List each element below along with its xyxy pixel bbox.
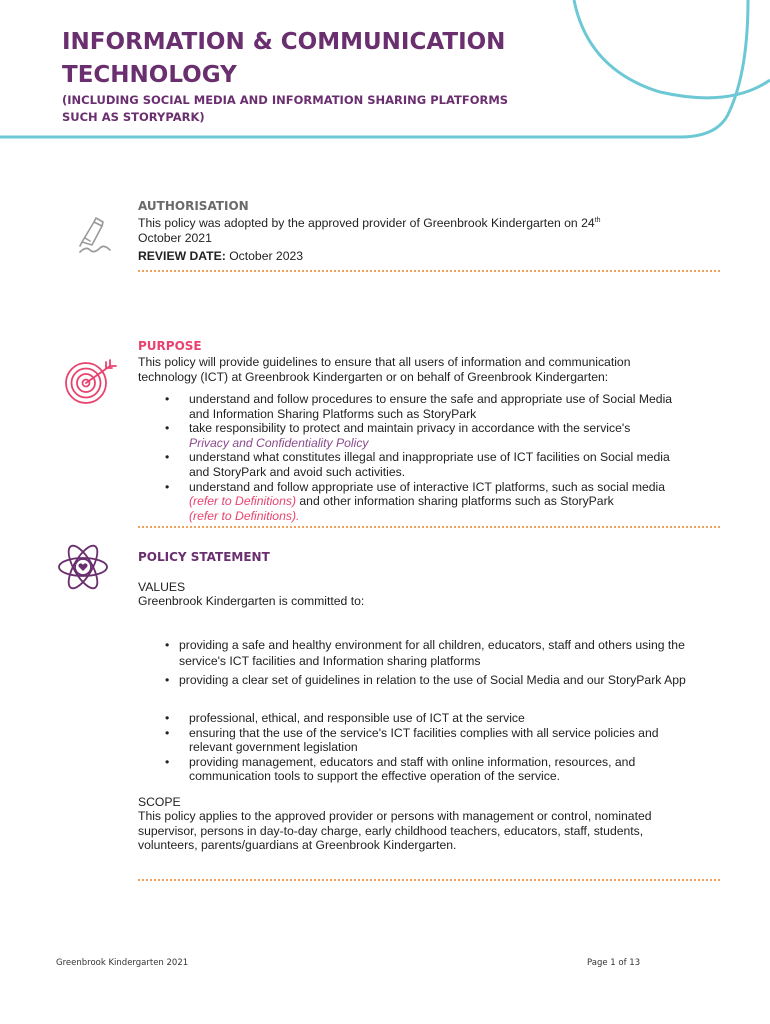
list-item bbox=[138, 638, 728, 670]
values-item-5: providing management, educators and staff with online information, resources, and communication tools to support the effective operation of the service. bbox=[189, 754, 636, 784]
title-line-2: TECHNOLOGY bbox=[62, 62, 237, 88]
privacy-policy-link[interactable]: Privacy and Confidentiality Policy bbox=[189, 435, 369, 450]
values-item-3: professional, ethical, and responsible use of ICT at the service bbox=[189, 711, 525, 725]
values-item-4: ensuring that the use of the service's ICT facilities complies with all service policies and relevant government legislation bbox=[189, 725, 659, 755]
list-item bbox=[138, 673, 728, 689]
list-item bbox=[138, 480, 678, 524]
values-intro: Greenbrook Kindergarten is committed to: bbox=[138, 594, 365, 608]
section-divider bbox=[138, 526, 720, 528]
authorisation-heading: AUTHORISATION bbox=[138, 199, 249, 213]
page-subtitle bbox=[62, 92, 562, 126]
list-item bbox=[138, 450, 678, 479]
review-date-label: REVIEW DATE: bbox=[138, 249, 226, 263]
definitions-link[interactable]: (refer to Definitions) bbox=[189, 494, 297, 509]
subtitle-line-2: SUCH AS STORYPARK) bbox=[62, 110, 205, 124]
section-divider bbox=[138, 879, 720, 881]
purpose-list bbox=[138, 392, 678, 523]
list-item bbox=[138, 421, 678, 450]
values-list-secondary bbox=[138, 711, 678, 784]
list-item bbox=[138, 392, 678, 421]
review-date-value: October 2023 bbox=[229, 249, 304, 263]
values-item-2: providing a clear set of guidelines in relation to the use of Social Media and our StoryPark App bbox=[179, 672, 686, 687]
purpose-heading: PURPOSE bbox=[138, 339, 202, 353]
purpose-item-4b: and other information sharing platforms such as StoryPark bbox=[299, 494, 614, 509]
target-icon bbox=[62, 358, 118, 408]
values-list-primary bbox=[138, 638, 728, 691]
definitions-link-2[interactable]: (refer to Definitions). bbox=[189, 508, 300, 523]
purpose-item-2: take responsibility to protect and maintain privacy in accordance with the service's bbox=[189, 421, 631, 436]
page-title bbox=[62, 26, 562, 92]
authorisation-date: October 2021 bbox=[138, 230, 212, 245]
title-line-1: INFORMATION & COMMUNICATION bbox=[62, 29, 506, 55]
values-label: VALUES bbox=[138, 580, 186, 594]
values-item-1: providing a safe and healthy environment for all children, educators, staff and others using the service's ICT facilities and Information sharing platforms bbox=[179, 638, 685, 668]
footer-page-number: Page 1 of 13 bbox=[587, 958, 641, 968]
list-item bbox=[138, 726, 678, 755]
list-item bbox=[138, 711, 678, 726]
review-date bbox=[138, 249, 303, 264]
atom-heart-icon bbox=[56, 540, 110, 594]
scope-label: SCOPE bbox=[138, 795, 181, 809]
purpose-intro: This policy will provide guidelines to ensure that all users of information and communication technology (ICT) at Greenbrook Kindergarten or on behalf of Greenbrook Kindergarten: bbox=[138, 355, 631, 384]
list-item bbox=[138, 755, 678, 784]
subtitle-line-1: (INCLUDING SOCIAL MEDIA AND INFORMATION SHARING PLATFORMS bbox=[62, 93, 509, 107]
purpose-item-4a: understand and follow appropriate use of interactive ICT platforms, such as social media bbox=[189, 479, 666, 494]
scope-text: This policy applies to the approved provider or persons with management or control, nominated supervisor, persons in day-to-day charge, early childhood teachers, educators, staff, students, volunteers, parents/guardians at Greenbrook Kindergarten. bbox=[138, 809, 652, 853]
footer-organisation: Greenbrook Kindergarten 2021 bbox=[56, 958, 189, 968]
section-divider bbox=[138, 270, 720, 272]
authorisation-superscript: th bbox=[594, 217, 601, 224]
purpose-item-3: understand what constitutes illegal and inappropriate use of ICT facilities on Social media and StoryPark and avoid such activities. bbox=[189, 450, 670, 479]
authorisation-text-main: This policy was adopted by the approved provider of Greenbrook Kindergarten on 24 bbox=[138, 216, 595, 231]
authorisation-text bbox=[138, 214, 698, 245]
policy-statement-heading: POLICY STATEMENT bbox=[138, 550, 270, 564]
pen-signature-icon bbox=[70, 212, 116, 258]
purpose-item-1: understand and follow procedures to ensure the safe and appropriate use of Social Media and Information Sharing Platforms such as StoryPark bbox=[189, 392, 673, 421]
